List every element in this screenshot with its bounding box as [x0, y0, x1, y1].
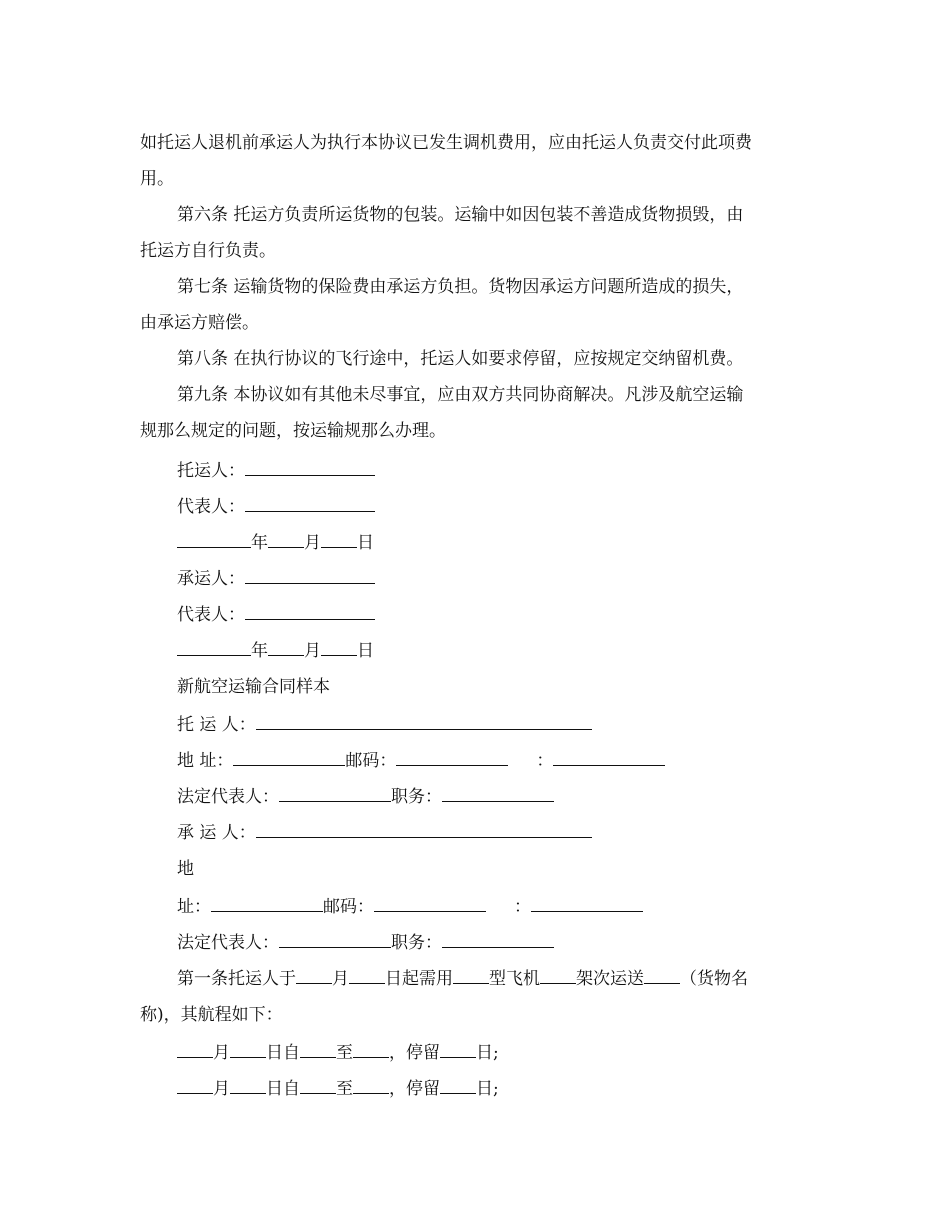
route-row: [177, 1077, 499, 1101]
destination-blank[interactable]: [353, 1077, 389, 1094]
position-label: 职务：: [391, 933, 442, 953]
article-1-text: 第一条托运人于: [177, 969, 296, 989]
rep-label: 代表人：: [177, 605, 245, 625]
shipper-blank[interactable]: [245, 459, 375, 476]
rep-sign-row: [177, 603, 375, 627]
month-blank[interactable]: [296, 967, 332, 984]
colon-label: ：: [536, 751, 554, 771]
article-1-text: 架次运送: [576, 969, 644, 989]
route-text: 日;: [476, 1079, 499, 1099]
position-blank[interactable]: [442, 931, 554, 948]
month-blank[interactable]: [177, 1041, 213, 1058]
year-label: 年: [251, 533, 268, 553]
stop-days-blank[interactable]: [440, 1077, 476, 1094]
date-row: [177, 531, 374, 555]
article-1-text: 型飞机: [489, 969, 540, 989]
shipper-sign-row: [177, 459, 375, 483]
destination-blank[interactable]: [353, 1041, 389, 1058]
carrier-sign-row: [177, 567, 375, 591]
postcode-blank[interactable]: [374, 895, 486, 912]
shipper-label: 托 运 人：: [177, 715, 256, 735]
article-1-text: （货物名: [680, 969, 748, 989]
carrier-label: 承运人：: [177, 569, 245, 589]
form-legal-row: [177, 785, 554, 809]
month-label: 月: [304, 641, 321, 661]
carrier-label: 承 运 人：: [177, 823, 256, 843]
phone-blank[interactable]: [553, 749, 665, 766]
legal-rep-blank[interactable]: [279, 931, 391, 948]
postcode-blank[interactable]: [396, 749, 508, 766]
route-text: 日自: [266, 1043, 300, 1063]
month-blank[interactable]: [268, 531, 304, 548]
month-blank[interactable]: [268, 639, 304, 656]
postcode-label: 邮码：: [345, 751, 397, 771]
address-label: 地 址：: [177, 751, 234, 771]
month-label: 月: [332, 969, 349, 989]
legal-rep-blank[interactable]: [279, 785, 391, 802]
legal-rep-label: 法定代表人：: [177, 933, 279, 953]
route-row: [177, 1041, 499, 1065]
year-blank[interactable]: [177, 639, 251, 656]
day-label: 日: [357, 533, 374, 553]
article-6: 第六条 托运方负责所运货物的包装。运输中如因包装不善造成货物损毁，由: [177, 205, 744, 225]
year-label: 年: [251, 641, 268, 661]
goods-blank[interactable]: [644, 967, 680, 984]
flights-blank[interactable]: [540, 967, 576, 984]
month-label: 月: [304, 533, 321, 553]
aircraft-type-blank[interactable]: [453, 967, 489, 984]
text-line: 用。: [140, 169, 174, 189]
month-label: 月: [213, 1079, 230, 1099]
year-blank[interactable]: [177, 531, 251, 548]
origin-blank[interactable]: [300, 1041, 336, 1058]
shipper-name-blank[interactable]: [256, 713, 592, 730]
day-blank[interactable]: [230, 1077, 266, 1094]
day-blank[interactable]: [230, 1041, 266, 1058]
text-line: 如托运人退机前承运人为执行本协议已发生调机费用，应由托运人负责交付此项费: [140, 133, 752, 153]
route-text: ，停留: [389, 1043, 440, 1063]
shipper-label: 托运人：: [177, 461, 245, 481]
day-blank[interactable]: [349, 967, 385, 984]
rep-blank[interactable]: [245, 495, 375, 512]
rep-sign-row: [177, 495, 375, 519]
address-label: 址：: [177, 897, 211, 917]
article-8: 第八条 在执行协议的飞行途中，托运人如要求停留，应按规定交纳留机费。: [177, 349, 744, 369]
article-1-text: 日起需用: [385, 969, 453, 989]
date-row: [177, 639, 374, 663]
text-line: 规那么规定的问题，按运输规那么办理。: [140, 421, 446, 441]
day-blank[interactable]: [321, 531, 357, 548]
postcode-label: 邮码：: [323, 897, 374, 917]
address-blank[interactable]: [233, 749, 345, 766]
article-7: 第七条 运输货物的保险费由承运方负担。货物因承运方问题所造成的损失，: [177, 277, 744, 297]
form-carrier-row: [177, 821, 592, 845]
route-text: 日自: [266, 1079, 300, 1099]
text-line: 托运方自行负责。: [140, 241, 276, 261]
carrier-name-blank[interactable]: [256, 821, 592, 838]
address-blank[interactable]: [211, 895, 323, 912]
form-shipper-row: [177, 713, 592, 737]
colon-label: ：: [514, 897, 531, 917]
legal-rep-label: 法定代表人：: [177, 787, 279, 807]
route-text: 至: [336, 1043, 353, 1063]
article-9: 第九条 本协议如有其他未尽事宜，应由双方共同协商解决。凡涉及航空运输: [177, 385, 744, 405]
form-address-row: [177, 749, 665, 773]
origin-blank[interactable]: [300, 1077, 336, 1094]
phone-blank[interactable]: [531, 895, 643, 912]
carrier-blank[interactable]: [245, 567, 375, 584]
text-line: 称)，其航程如下：: [140, 1005, 283, 1025]
form-address-label-row: 地: [177, 859, 194, 879]
section-title: 新航空运输合同样本: [177, 677, 330, 697]
rep-blank[interactable]: [245, 603, 375, 620]
form-address-row: [177, 895, 643, 919]
month-label: 月: [213, 1043, 230, 1063]
day-label: 日: [357, 641, 374, 661]
route-text: 日;: [476, 1043, 499, 1063]
stop-days-blank[interactable]: [440, 1041, 476, 1058]
position-blank[interactable]: [442, 785, 554, 802]
month-blank[interactable]: [177, 1077, 213, 1094]
text-line: 由承运方赔偿。: [140, 313, 259, 333]
day-blank[interactable]: [321, 639, 357, 656]
route-text: ，停留: [389, 1079, 440, 1099]
form-legal-row: [177, 931, 554, 955]
route-text: 至: [336, 1079, 353, 1099]
position-label: 职务：: [391, 787, 442, 807]
rep-label: 代表人：: [177, 497, 245, 517]
article-1: [177, 967, 748, 991]
